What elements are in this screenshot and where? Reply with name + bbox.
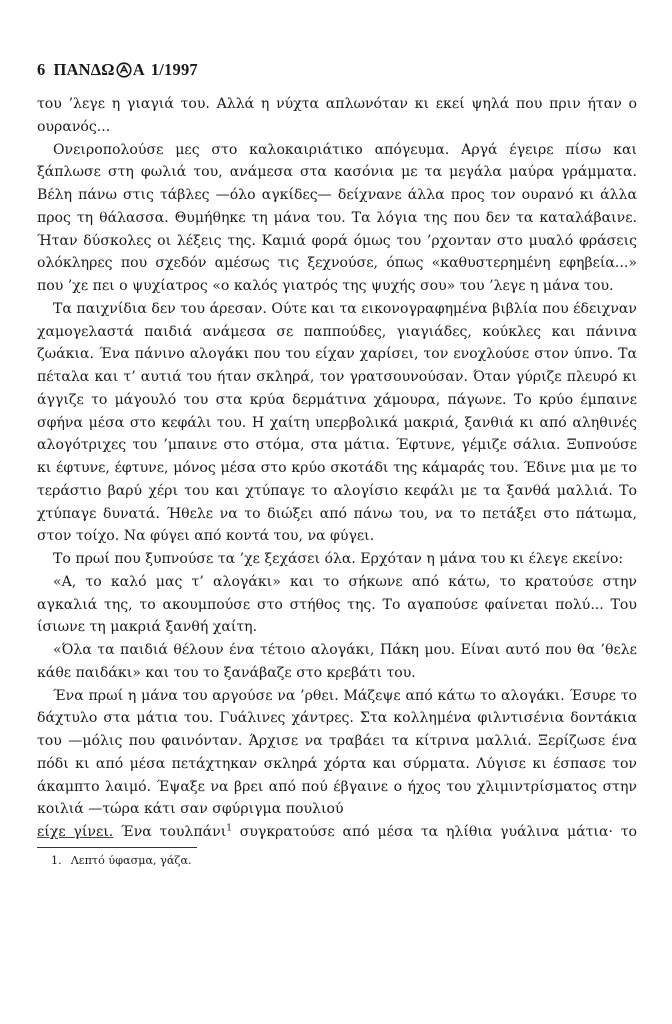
footnote-text: Λεπτό ύφασμα, γάζα. xyxy=(70,853,192,867)
underlined-text: είχε γίνει. xyxy=(37,824,114,840)
paragraph: Τα παιχνίδια δεν του άρεσαν. Ούτε και τα εικονογραφημένα βιβλία που έδειχναν χαμογελαστά παιδιά ανάμεσα σε παππούδες, γιαγιάδες, κούκλες και πάνινα ζωάκια. Ένα πάνινο αλογάκι που του είχαν χαρίσει, τον ενοχλούσε στον ύπνο. Τα πέταλα και τ’ αυτιά του ήταν σκληρά, τον γρατσουνούσαν. Όταν γύριζε πλευρό κι άγγιζε το μάγουλό του στα κρύα δερμάτινα χάμουρα, πάγωνε. Το κρύο έμπαινε σφήνα μέσα στο κεφάλι του. Η χαίτη υπερβολικά μακριά, ξανθιά κι από αληθινές αλογότριχες του ’μπαινε στο στόμα, στα μάτια. Έφτυνε, γέμιζε σάλια. Ξυπνούσε κι έφτυνε, έφτυνε, μόνος μέσα στο κρύο σκοτάδι της κάμαράς του. Έδινε μια με το τεράστιο βαρύ χέρι του και χτύπαγε το αλογίσιο κεφάλι με τα ξανθά μαλλιά. Το χτύπαγε δυνατά. Ήθελε να το διώξει από πάνω του, να το πετάξει στο πάτωμα, στον τοίχο. Να φύγει από κοντά του, να φύγει. xyxy=(37,300,637,545)
paragraph: του ’λεγε η γιαγιά του. Αλλά η νύχτα απλωνόταν κι εκεί ψηλά που πριν ήταν ο ουρανός... xyxy=(37,96,637,135)
footnote xyxy=(37,853,637,868)
article-body xyxy=(37,93,637,844)
paragraph: «Α, το καλό μας τ’ αλογάκι» και το σήκωνε από κάτω, το κρατούσε στην αγκαλιά της, το ακουμπούσε στο στήθος της. Το αγαπούσε φαίνεται πολύ... Του ίσιωνε τη μακριά ξανθή χαίτη. xyxy=(37,573,637,636)
running-header xyxy=(37,58,637,82)
logo-emblem-icon xyxy=(116,62,132,78)
footnote-reference: 1 xyxy=(226,823,232,834)
magazine-logo xyxy=(53,58,144,82)
paragraph-continued xyxy=(37,821,637,844)
text-after-footnote-ref: συγκρατούσε από μέσα τα ηλίθια γυάλινα μάτια· το xyxy=(239,824,637,840)
paragraph: Το πρωί που ξυπνούσε τα ’χε ξεχάσει όλα. Ερχόταν η μάνα του κι έλεγε εκείνο: xyxy=(53,551,624,567)
document-page xyxy=(37,58,637,868)
magazine-name-left: ΠΑΝΔΩ xyxy=(53,60,115,79)
paragraph: «Όλα τα παιδιά θέλουν ένα τέτοιο αλογάκι, Πάκη μου. Είναι αυτό που θα ’θελε κάθε παιδάκι» και του το ξανάβαζε στο κρεβάτι του. xyxy=(37,642,637,681)
issue-number: 1/1997 xyxy=(150,60,198,79)
page-number: 6 xyxy=(37,60,46,79)
footnote-divider xyxy=(37,847,197,848)
paragraph: Ένα πρωί η μάνα του αργούσε να ’ρθει. Μάζεψε από κάτω το αλογάκι. Έσυρε το δάχτυλο στα μάτια του. Γυάλινες χάντρες. Στα κολλημένα φιλντισένια δοντάκια του —μόλις που φαινόνταν. Άρχισε να τραβάει τα κίτρινα μαλλιά. Ξερίζωσε ένα πόδι κι από μέσα πετάχτηκαν σκληρά χόρτα και σύρματα. Λύγισε κι έσπασε τον άκαμπτο λαιμό. Έψαξε να βρει από πού έβγαινε ο ήχος του χλιμιντρίσματος στην κοιλιά —τώρα κάτι σαν σφύριγμα πουλιού xyxy=(37,687,637,818)
magazine-name-right: Α xyxy=(132,60,145,79)
footnote-number: 1. xyxy=(51,853,62,867)
paragraph: Ονειροπολούσε μες στο καλοκαιριάτικο απόγευμα. Αργά έγειρε πίσω και ξάπλωσε στη φωλιά του, ανάμεσα στα κασόνια με τα μεγάλα μαύρα γράμματα. Βέλη πάνω στις τάβλες —όλο αγκίδες— δείχνανε άλλα προς τον ουρανό κι άλλα προς τη θάλασσα. Θυμήθηκε τη μάνα του. Τα λόγια της που δεν τα καταλάβαινε. Ήταν δύσκολες οι λέξεις της. Καμιά φορά όμως του ’ρχονταν στο μυαλό φράσεις ολόκληρες που σχεδόν αμέσως τις ξεχνούσε, όπως «καθυστερημένη εφηβεία...» που ’χε πει ο ψυχίατρος «ο καλός γιατρός της ψυχής σου» του ’λεγε η μάνα του. xyxy=(37,141,637,294)
text-before-footnote-ref: Ένα τουλπάνι xyxy=(121,824,227,840)
